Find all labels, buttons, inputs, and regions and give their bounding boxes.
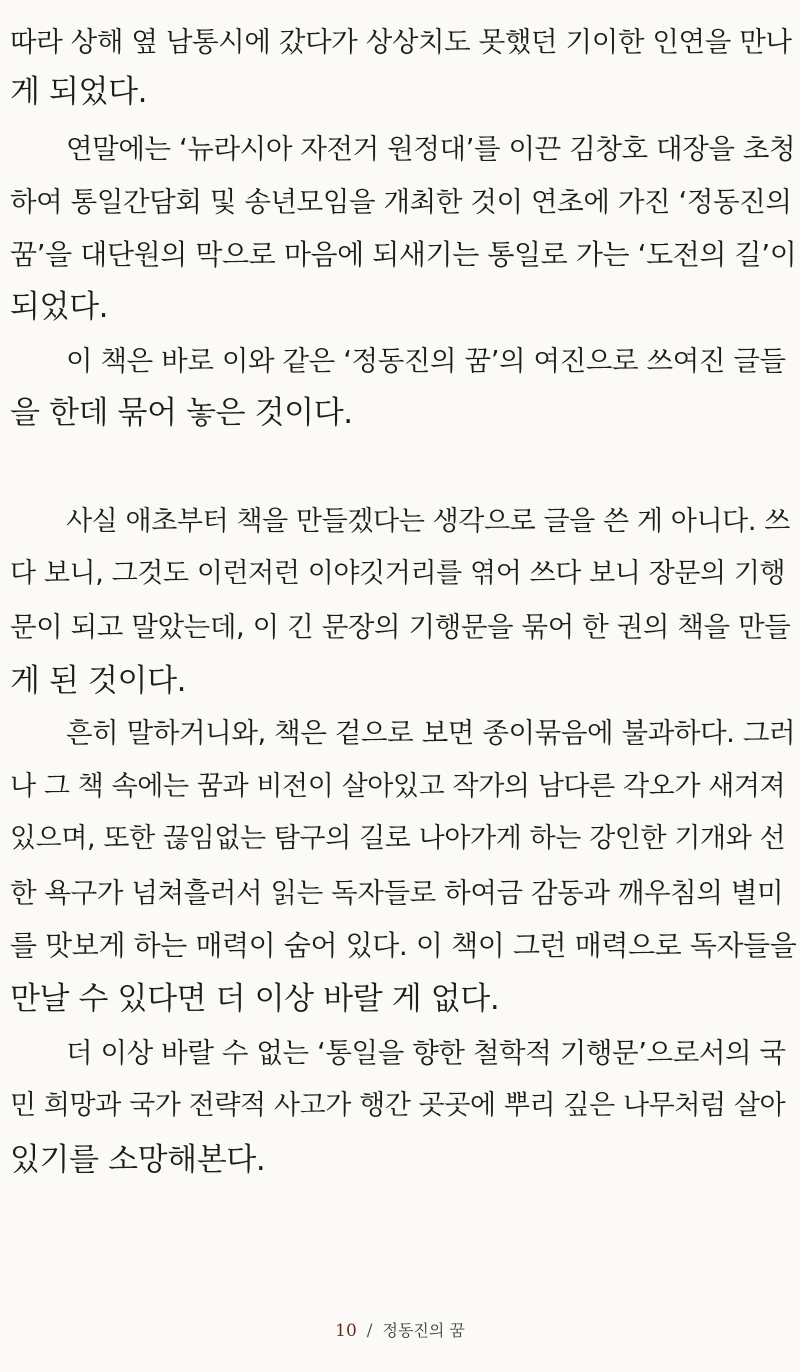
- text-line: 흔히 말하거니와, 책은 겉으로 보면 종이묶음에 불과하다. 그러: [66, 717, 796, 749]
- text-line: 를 맛보게 하는 매력이 숨어 있다. 이 책이 그런 매력으로 독자들을: [10, 929, 797, 962]
- book-title: 정동진의 꿈: [382, 1321, 465, 1340]
- text-line: 문이 되고 말았는데, 이 긴 문장의 기행문을 묶어 한 권의 책을 만들: [10, 611, 791, 643]
- text-line: 게 되었다.: [10, 74, 148, 110]
- text-line: 한 욕구가 넘쳐흘러서 읽는 독자들로 하여금 감동과 깨우침의 별미: [10, 877, 784, 909]
- text-line: 민 희망과 국가 전략적 사고가 행간 곳곳에 뿌리 깊은 나무처럼 살아: [10, 1090, 786, 1121]
- text-line: 을 한데 묶어 놓은 것이다.: [10, 395, 353, 431]
- text-line: 꿈’을 대단원의 막으로 마음에 되새기는 통일로 가는 ‘도전의 길’이: [10, 238, 797, 271]
- text-line: 나 그 책 속에는 꿈과 비전이 살아있고 작가의 남다른 각오가 새겨져: [10, 771, 786, 802]
- text-line: 더 이상 바랄 수 없는 ‘통일을 향한 철학적 기행문’으로서의 국: [66, 1037, 786, 1069]
- text-line: 만날 수 있다면 더 이상 바랄 게 없다.: [10, 981, 500, 1017]
- page-number: 10: [335, 1321, 357, 1341]
- text-line: 연말에는 ‘뉴라시아 자전거 원정대’를 이끈 김창호 대장을 초청: [66, 133, 796, 165]
- text-line: 이 책은 바로 이와 같은 ‘정동진의 꿈’의 여진으로 쓰여진 글들: [66, 345, 786, 377]
- text-line: 있으며, 또한 끊임없는 탐구의 길로 나아가게 하는 강인한 기개와 선: [10, 823, 786, 854]
- text-line: 다 보니, 그것도 이런저런 이야깃거리를 엮어 쓰다 보니 장문의 기행: [10, 558, 786, 589]
- text-line: 게 된 것이다.: [10, 663, 187, 699]
- page-footer: [0, 1318, 800, 1341]
- text-line: 따라 상해 옆 남통시에 갔다가 상상치도 못했던 기이한 인연을 만나: [10, 26, 792, 58]
- text-line: 하여 통일간담회 및 송년모임을 개최한 것이 연초에 가진 ‘정동진의: [10, 186, 792, 218]
- text-line: 있기를 소망해본다.: [10, 1142, 266, 1178]
- text-line: 사실 애초부터 책을 만들겠다는 생각으로 글을 쓴 게 아니다. 쓰: [66, 506, 790, 537]
- footer-separator: /: [366, 1321, 373, 1341]
- text-line: 되었다.: [10, 289, 109, 325]
